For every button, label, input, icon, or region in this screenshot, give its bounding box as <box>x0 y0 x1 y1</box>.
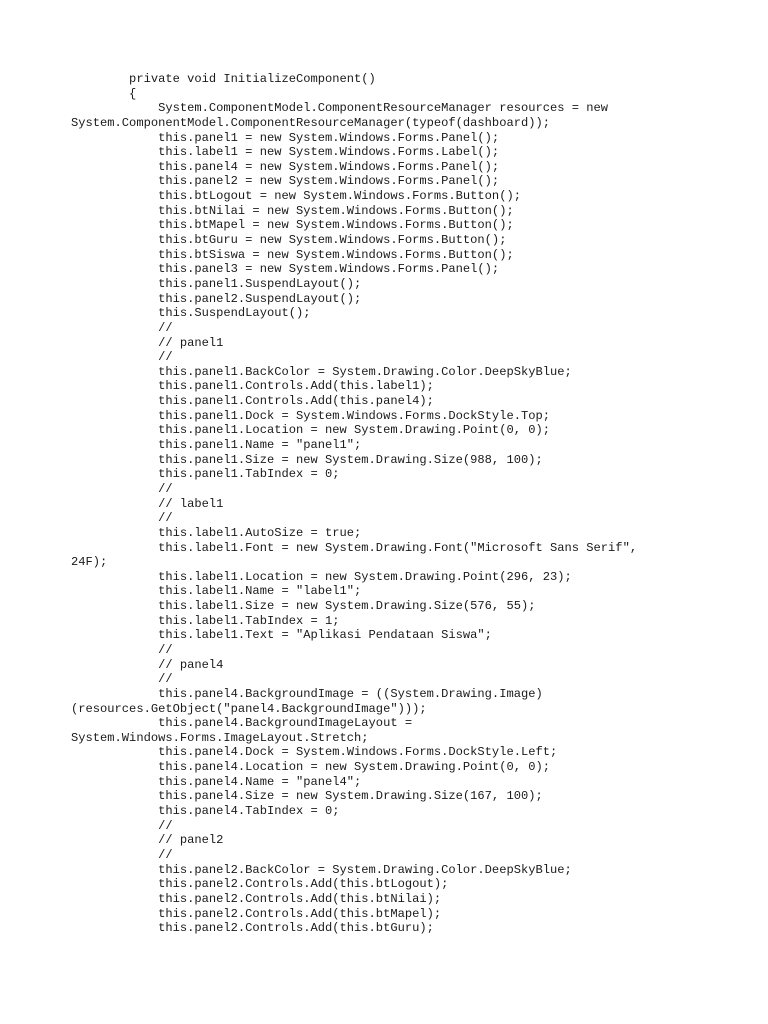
code-line: (resources.GetObject("panel4.BackgroundImage"))); <box>71 701 427 716</box>
code-line: this.panel1 = new System.Windows.Forms.Panel(); <box>71 130 500 145</box>
code-line: this.btNilai = new System.Windows.Forms.Button(); <box>71 203 514 218</box>
code-line: this.panel4.Location = new System.Drawing.Point(0, 0); <box>71 760 550 775</box>
code-line: this.panel2.Controls.Add(this.btLogout); <box>71 877 449 892</box>
code-line: this.panel4.BackgroundImageLayout = <box>71 716 413 731</box>
code-line: this.panel4.BackgroundImage = ((System.Drawing.Image) <box>71 686 543 701</box>
code-line: this.label1.Text = "Aplikasi Pendataan Siswa"; <box>71 628 492 643</box>
code-line: this.label1.Font = new System.Drawing.Font("Microsoft Sans Serif", <box>71 540 638 555</box>
code-line: this.panel2.BackColor = System.Drawing.Color.DeepSkyBlue; <box>71 862 572 877</box>
code-line: this.panel1.Size = new System.Drawing.Size(988, 100); <box>71 452 543 467</box>
code-line: // panel4 <box>71 657 224 672</box>
code-line: { <box>71 86 137 101</box>
code-line: // <box>71 672 173 687</box>
code-line: this.panel1.SuspendLayout(); <box>71 276 362 291</box>
code-line: // <box>71 481 173 496</box>
code-line: this.btGuru = new System.Windows.Forms.Button(); <box>71 233 507 248</box>
code-line: this.panel1.Controls.Add(this.panel4); <box>71 394 434 409</box>
code-line: this.panel4.TabIndex = 0; <box>71 804 340 819</box>
code-line: this.panel3 = new System.Windows.Forms.Panel(); <box>71 262 500 277</box>
code-line: System.Windows.Forms.ImageLayout.Stretch; <box>71 730 369 745</box>
code-line: System.ComponentModel.ComponentResourceManager(typeof(dashboard)); <box>71 115 550 130</box>
code-line: this.label1 = new System.Windows.Forms.Label(); <box>71 145 500 160</box>
code-line: this.label1.Location = new System.Drawing.Point(296, 23); <box>71 569 572 584</box>
code-line: this.panel2 = new System.Windows.Forms.Panel(); <box>71 174 500 189</box>
code-listing <box>71 72 751 936</box>
code-line: // label1 <box>71 496 224 511</box>
code-line: this.panel4.Dock = System.Windows.Forms.DockStyle.Left; <box>71 745 558 760</box>
code-line: // <box>71 511 173 526</box>
code-line: System.ComponentModel.ComponentResourceManager resources = new <box>71 101 609 116</box>
code-line: this.SuspendLayout(); <box>71 306 311 321</box>
code-line: this.btSiswa = new System.Windows.Forms.Button(); <box>71 247 514 262</box>
code-line: this.btLogout = new System.Windows.Forms.Button(); <box>71 189 521 204</box>
code-line: this.panel1.TabIndex = 0; <box>71 467 340 482</box>
code-line: private void InitializeComponent() <box>71 72 376 86</box>
code-line: // <box>71 320 173 335</box>
code-line: // panel2 <box>71 833 224 848</box>
code-line: this.panel1.Controls.Add(this.label1); <box>71 379 434 394</box>
code-line: this.panel1.Name = "panel1"; <box>71 438 362 453</box>
code-line: this.label1.Size = new System.Drawing.Size(576, 55); <box>71 599 536 614</box>
code-line: 24F); <box>71 555 108 570</box>
code-line: this.panel2.SuspendLayout(); <box>71 291 362 306</box>
code-line: // <box>71 642 173 657</box>
code-line: this.label1.AutoSize = true; <box>71 525 362 540</box>
code-line: // <box>71 350 173 365</box>
code-line: this.panel4 = new System.Windows.Forms.Panel(); <box>71 159 500 174</box>
code-line: this.label1.Name = "label1"; <box>71 584 362 599</box>
code-line: this.panel2.Controls.Add(this.btGuru); <box>71 921 434 936</box>
code-line: this.panel1.Location = new System.Drawing.Point(0, 0); <box>71 423 550 438</box>
code-line: this.panel4.Name = "panel4"; <box>71 774 362 789</box>
code-line: this.panel1.BackColor = System.Drawing.Color.DeepSkyBlue; <box>71 364 572 379</box>
code-line: // <box>71 847 173 862</box>
code-line: // <box>71 818 173 833</box>
code-line: this.panel2.Controls.Add(this.btNilai); <box>71 891 442 906</box>
code-line: // panel1 <box>71 335 224 350</box>
code-line: this.panel2.Controls.Add(this.btMapel); <box>71 906 442 921</box>
code-line: this.btMapel = new System.Windows.Forms.Button(); <box>71 218 514 233</box>
code-line: this.label1.TabIndex = 1; <box>71 613 340 628</box>
code-line: this.panel1.Dock = System.Windows.Forms.DockStyle.Top; <box>71 408 550 423</box>
code-line: this.panel4.Size = new System.Drawing.Size(167, 100); <box>71 789 543 804</box>
